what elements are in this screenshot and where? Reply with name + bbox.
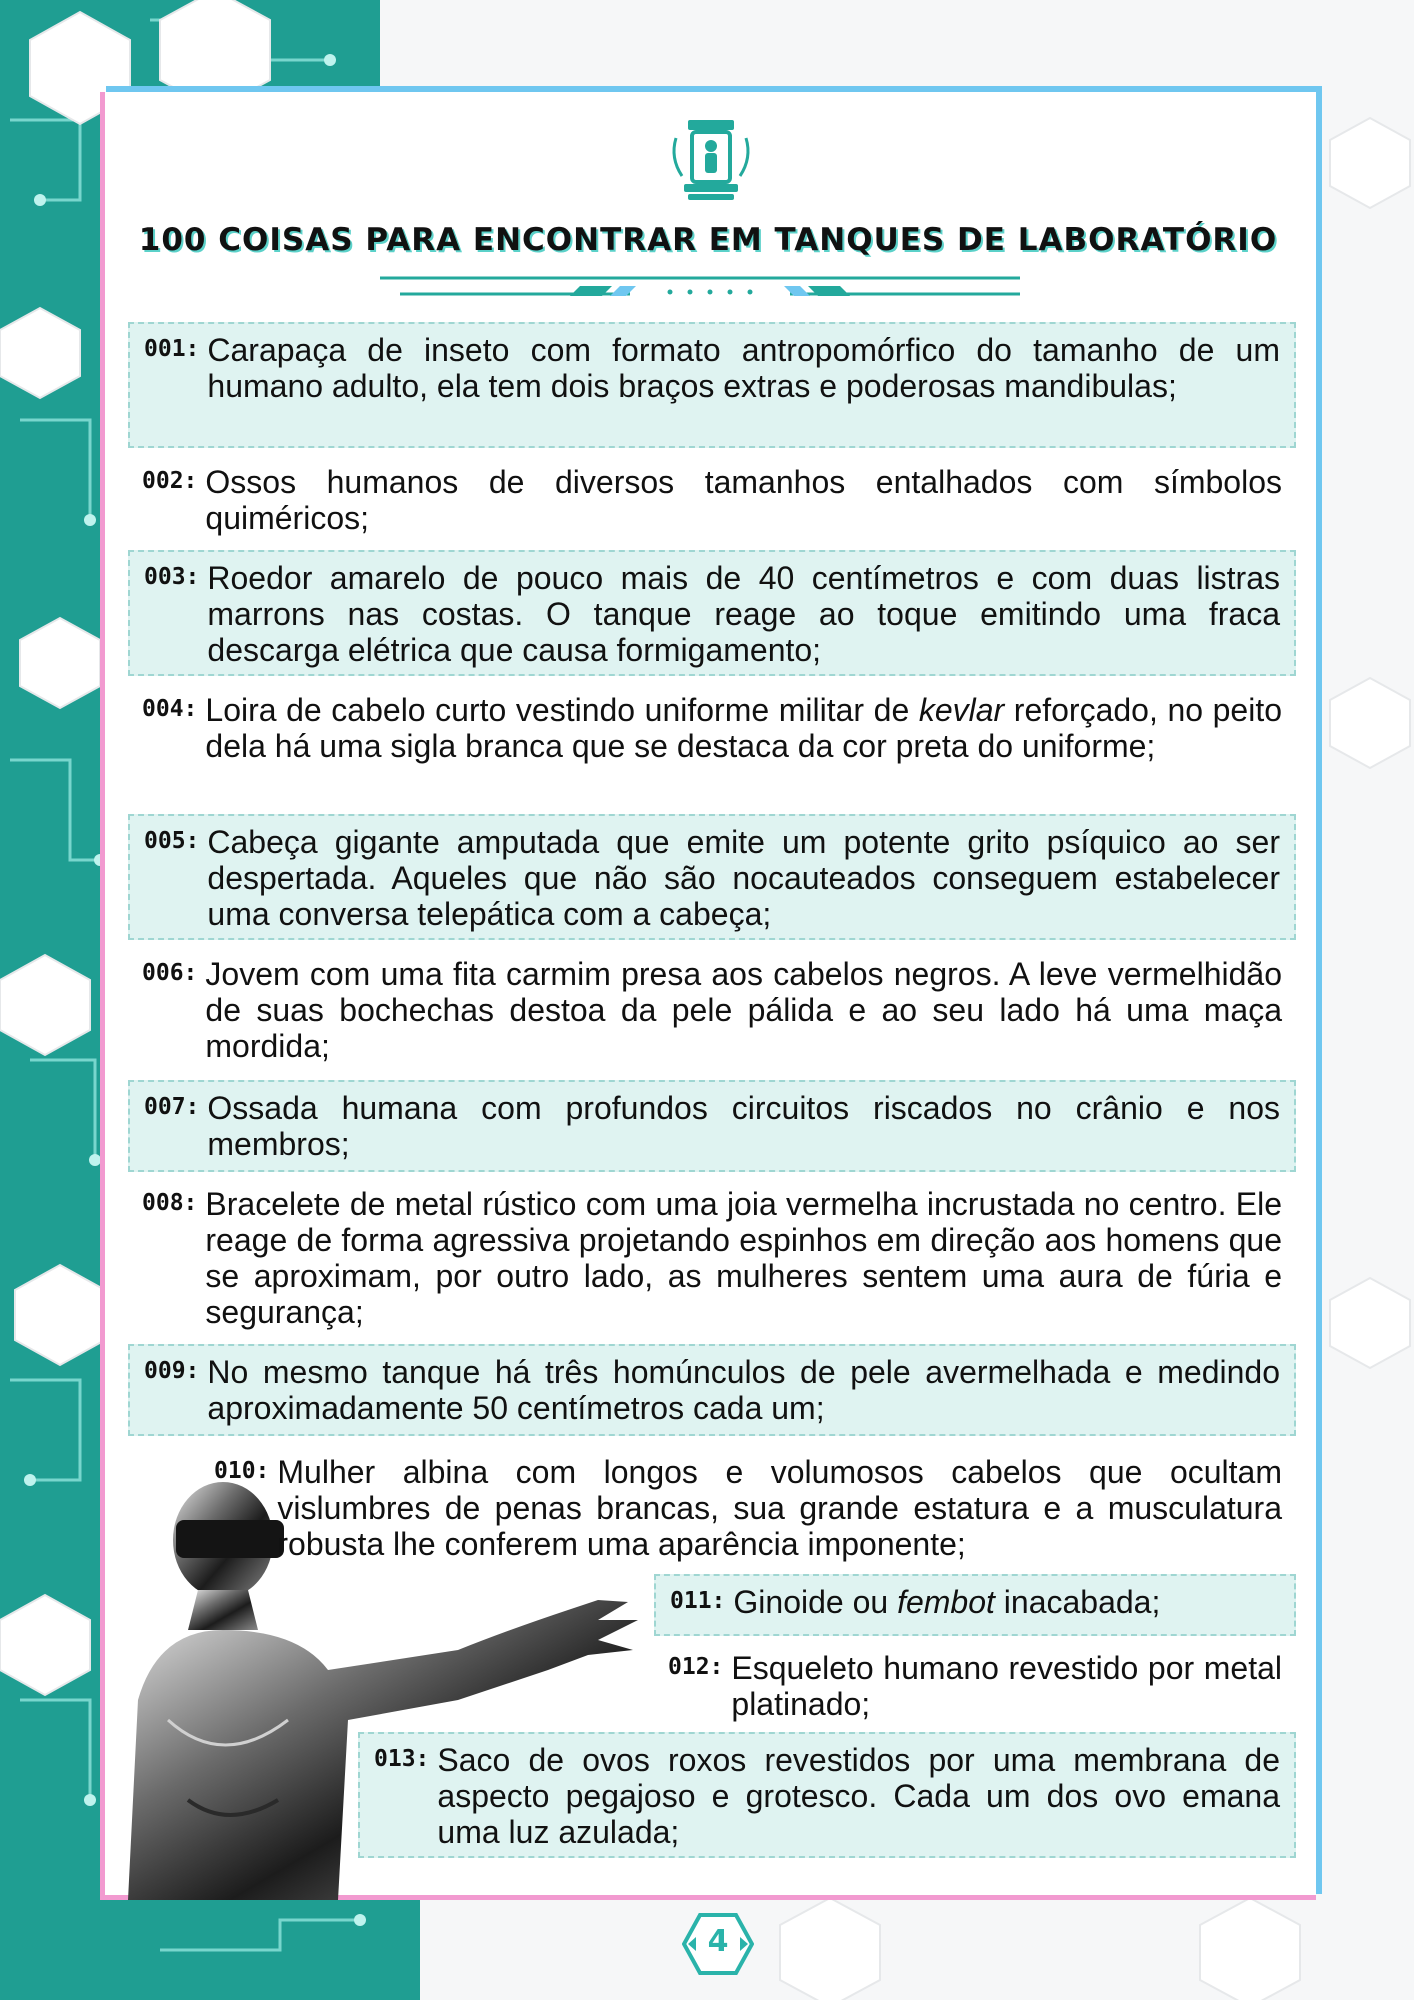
list-item-011 [654,1574,1296,1636]
list-item-008 [128,1182,1296,1340]
item-number: 001: [144,336,200,362]
lab-tank-icon [668,118,754,204]
list-item-007 [128,1080,1296,1172]
list-item-002 [128,460,1296,546]
item-text: Esqueleto humano revestido por metal platinado; [731,1650,1282,1722]
item-text: Mulher albina com longos e volumosos cabelos que ocultam vislumbres de penas brancas, sua grande estatura e a musculatura robusta lhe conferem uma aparência imponente; [277,1454,1282,1562]
item-number: 009: [144,1358,200,1384]
item-number: 003: [144,564,200,590]
italic-term: kevlar [918,692,1005,728]
title-divider-ornament [380,266,1040,306]
page-number: 4 [707,1924,729,1959]
list-item-009 [128,1344,1296,1436]
list-item-010 [200,1450,1296,1572]
italic-term: fembot [897,1584,995,1620]
list-item-012 [654,1646,1296,1730]
list-item-001 [128,322,1296,448]
item-number: 006: [142,960,198,986]
item-number: 012: [668,1654,724,1680]
list-item-005 [128,814,1296,940]
list-item-006 [128,952,1296,1074]
item-text: Roedor amarelo de pouco mais de 40 centímetros e com duas listras marrons nas costas. O tanque reage ao toque emitindo uma fraca descarga elétrica que causa formigamento; [207,560,1280,668]
item-text: Ossos humanos de diversos tamanhos entalhados com símbolos quiméricos; [205,464,1282,536]
item-text: Ginoide ou fembot inacabada; [733,1584,1161,1620]
list-item-003 [128,550,1296,676]
item-number: 002: [142,468,198,494]
item-text: Carapaça de inseto com formato antropomórfico do tamanho de um humano adulto, ela tem dois braços extras e poderosas mandibulas; [207,332,1280,404]
item-number: 004: [142,696,198,722]
document-title: 100 COISAS PARA ENCONTRAR EM TANQUES DE LABORATÓRIO [138,222,1278,258]
item-text: Cabeça gigante amputada que emite um potente grito psíquico ao ser despertada. Aqueles que não são nocauteados conseguem estabelecer uma conversa telepática com a cabeça; [207,824,1280,932]
item-text: Saco de ovos roxos revestidos por uma membrana de aspecto pegajoso e grotesco. Cada um dos ovo emana uma luz azulada; [437,1742,1280,1850]
list-item-004 [128,688,1296,810]
item-text: Jovem com uma fita carmim presa aos cabelos negros. A leve vermelhidão de suas bochechas destoa da pele pálida e ao seu lado há uma maça mordida; [205,956,1282,1064]
item-text: Ossada humana com profundos circuitos riscados no crânio e nos membros; [207,1090,1280,1162]
item-number: 011: [670,1588,726,1614]
item-number: 007: [144,1094,200,1120]
item-number: 008: [142,1190,198,1216]
item-text: Bracelete de metal rústico com uma joia vermelha incrustada no centro. Ele reage de forma agressiva projetando espinhos em direção aos homens que se aproximam, por outro lado, as mulheres sentem uma aura de fúria e segurança; [205,1186,1282,1330]
item-text: No mesmo tanque há três homúnculos de pele avermelhada e medindo aproximadamente 50 centímetros cada um; [207,1354,1280,1426]
list-item-013 [358,1732,1296,1858]
item-number: 010: [214,1458,270,1484]
item-text: Loira de cabelo curto vestindo uniforme militar de kevlar reforçado, no peito dela há uma sigla branca que se destaca da cor preta do uniforme; [205,692,1283,764]
item-number: 005: [144,828,200,854]
item-number: 013: [374,1746,430,1772]
